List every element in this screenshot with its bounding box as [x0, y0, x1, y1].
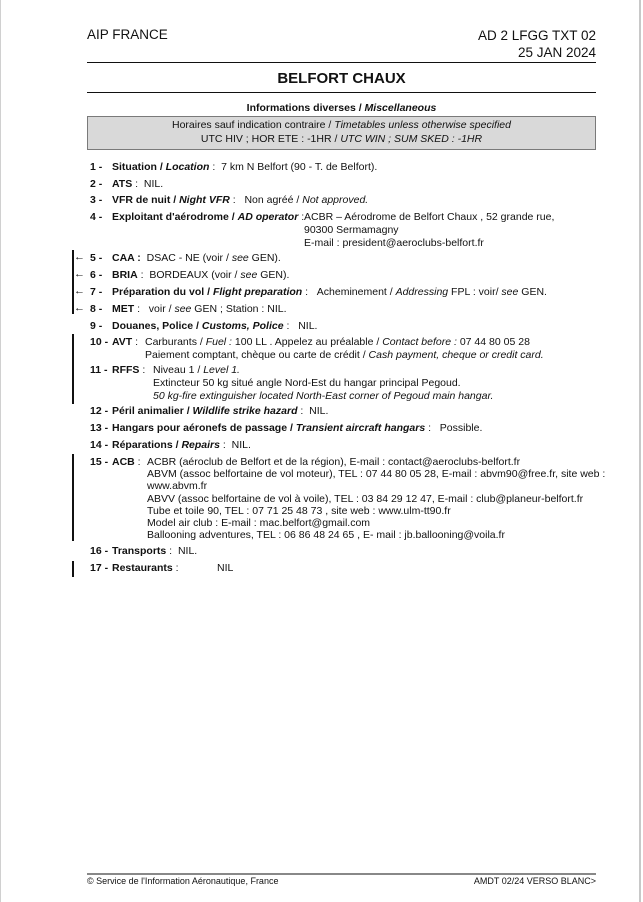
note-en: Timetables unless otherwise specified — [334, 119, 511, 131]
page-right-edge — [639, 0, 641, 902]
separator: : — [134, 456, 141, 468]
item-value-mid: FPL : voir/ — [448, 286, 502, 298]
item-value: Possible. — [439, 422, 483, 434]
item-label-en: Night VFR — [179, 194, 230, 206]
item-value: DSAC - NE (voir / — [146, 252, 232, 264]
separator: : — [134, 303, 141, 315]
operator-address — [304, 211, 554, 250]
item-bria — [90, 269, 289, 282]
item-value: NIL. — [177, 545, 198, 557]
item-value: NIL. — [309, 405, 329, 417]
item-label: Hangars pour aéronefs de passage / — [112, 422, 296, 434]
change-arrow-icon: ← — [74, 285, 85, 297]
text-en: Contact before : — [382, 336, 457, 348]
text-en: Level 1. — [203, 364, 240, 376]
acb-entry: ACBR (aéroclub de Belfort et de la région), E-mail : contact@aeroclubs-belfort.fr — [147, 456, 521, 468]
item-number: 11 - — [90, 364, 108, 376]
item-rffs — [90, 364, 145, 377]
item-number: 4 - — [90, 211, 103, 223]
item-value-end: GEN). — [248, 252, 281, 264]
publication-name: AIP FRANCE — [87, 27, 168, 42]
item-value: NIL. — [231, 439, 251, 451]
acb-list — [147, 456, 605, 541]
item-wildlife-hazard — [90, 405, 328, 418]
item-label: MET — [112, 303, 135, 315]
separator: : — [425, 422, 432, 434]
timetable-note — [87, 116, 596, 150]
text-en: Fuel : — [205, 336, 232, 348]
item-caa — [90, 252, 281, 265]
item-label: Restaurants — [112, 562, 173, 574]
item-transient-hangars — [90, 422, 482, 435]
acb-entry: Model air club : E-mail : mac.belfort@gmail.com — [147, 517, 371, 530]
acb-entry: Tube et toile 90, TEL : 07 71 25 48 73 , site web : www.ulm-tt90.fr — [147, 504, 451, 517]
item-customs-police — [90, 320, 317, 333]
page-title: BELFORT CHAUX — [277, 70, 406, 87]
item-night-vfr — [90, 194, 368, 207]
item-label: AVT — [112, 336, 133, 348]
item-label: VFR de nuit / — [112, 194, 180, 206]
item-label: RFFS — [112, 364, 140, 376]
item-transports — [90, 545, 197, 558]
item-value-end: GEN). — [257, 269, 290, 281]
separator: : — [297, 405, 304, 417]
item-label: Douanes, Police / — [112, 320, 202, 332]
item-label: ACB — [112, 456, 135, 468]
timetable-note-line2 — [88, 133, 595, 147]
acb-entry: Ballooning adventures, TEL : 06 86 48 24 65 , E- mail : jb.ballooning@voila.fr — [147, 529, 505, 542]
title-rule — [87, 92, 596, 93]
section-title — [87, 102, 596, 114]
text-fr: Carburants / — [145, 336, 206, 348]
item-number: 17 - — [90, 562, 109, 574]
footer-amendment: AMDT 02/24 VERSO BLANC> — [473, 876, 596, 886]
item-number: 14 - — [90, 439, 109, 451]
separator: : — [166, 545, 173, 557]
change-arrow-icon: ← — [74, 302, 85, 314]
item-avt — [90, 336, 138, 349]
item-number: 8 - — [90, 303, 103, 315]
item-value-en: see — [231, 252, 249, 264]
item-label-en: AD operator — [237, 211, 299, 223]
acb-entry: ABVM (assoc belfortaine de vol moteur), TEL : 07 44 80 05 28, E-mail : abvm90@free.fr, site web : — [147, 468, 606, 481]
note-en: UTC WIN ; SUM SKED : -1HR — [340, 132, 483, 145]
item-number: 6 - — [90, 269, 103, 281]
item-number: 3 - — [90, 194, 103, 206]
item-number: 16 - — [90, 545, 109, 557]
item-value: NIL. — [298, 320, 318, 332]
page-left-edge — [0, 0, 1, 902]
item-value-en: see — [240, 269, 258, 281]
item-location — [90, 161, 377, 174]
item-acb — [90, 456, 141, 469]
item-number: 15 - — [90, 456, 109, 468]
change-arrow-icon: ← — [74, 251, 85, 263]
operator-email: E-mail : president@aeroclubs-belfort.fr — [304, 237, 484, 249]
item-met — [90, 303, 287, 316]
item-label-en: Transient aircraft hangars — [295, 422, 426, 434]
change-bar — [72, 454, 74, 541]
item-label: BRIA — [112, 269, 138, 281]
separator: : — [302, 286, 309, 298]
item-value: Acheminement / — [316, 286, 396, 298]
header-rule — [87, 62, 596, 63]
timetable-note-line1 — [88, 119, 595, 133]
section-title-en: Miscellaneous — [364, 102, 437, 114]
separator: : — [209, 161, 216, 173]
separator: : — [137, 269, 144, 281]
effective-date: 25 JAN 2024 — [517, 45, 596, 60]
item-ad-operator — [90, 211, 304, 224]
item-label: CAA : — [112, 252, 141, 264]
item-value-en: Addressing — [395, 286, 449, 298]
avt-fuel-line — [145, 336, 544, 349]
item-label: ATS — [112, 178, 133, 190]
footer-copyright: © Service de l'Information Aéronautique, France — [87, 876, 279, 886]
separator: : — [132, 336, 139, 348]
separator: : — [298, 211, 305, 223]
avt-details — [145, 336, 544, 362]
item-label: Situation / — [112, 161, 166, 173]
item-label: Préparation du vol / — [112, 286, 213, 298]
rffs-level — [153, 364, 493, 377]
item-label-en: Customs, Police — [201, 320, 284, 332]
item-label-en: Repairs — [181, 439, 220, 451]
separator: : — [283, 320, 290, 332]
text-fr: Niveau 1 / — [153, 364, 204, 376]
note-fr: Horaires sauf indication contraire / — [172, 119, 335, 131]
item-label: Exploitant d'aérodrome / — [112, 211, 238, 223]
separator: : — [172, 562, 179, 574]
item-number: 9 - — [90, 320, 103, 332]
text-fr: Paiement comptant, chèque ou carte de crédit / — [145, 349, 369, 361]
item-value: BORDEAUX (voir / — [149, 269, 241, 281]
item-value: voir / — [148, 303, 175, 315]
item-value-en: see — [174, 303, 192, 315]
document-reference — [478, 27, 596, 61]
section-title-fr: Informations diverses / — [246, 102, 365, 114]
footer-rule — [87, 873, 596, 875]
rffs-extinguisher-en: 50 kg-fire extinguisher located North-East corner of Pegoud main hangar. — [153, 390, 494, 402]
item-label: Transports — [112, 545, 167, 557]
item-value-en: see — [501, 286, 519, 298]
item-number: 13 - — [90, 422, 109, 434]
item-restaurants — [90, 562, 179, 575]
rffs-extinguisher-fr: Extincteur 50 kg situé angle Nord-Est du hangar principal Pegoud. — [153, 377, 461, 389]
item-value-en: Not approved. — [302, 194, 369, 206]
separator: : — [132, 178, 139, 190]
phone-number: 07 44 80 05 28 — [456, 336, 530, 348]
item-flight-preparation — [90, 286, 547, 299]
item-value: 7 km N Belfort (90 - T. de Belfort). — [221, 161, 378, 173]
separator: : — [139, 364, 146, 376]
item-number: 5 - — [90, 252, 103, 264]
note-fr: UTC HIV ; HOR ETE : -1HR / — [200, 132, 341, 145]
acb-entry: www.abvm.fr — [147, 480, 208, 493]
item-value: NIL. — [143, 178, 164, 190]
separator: : — [219, 439, 226, 451]
item-value-end: GEN. — [518, 286, 547, 298]
item-repairs — [90, 439, 251, 452]
item-label: Péril animalier / — [112, 405, 193, 417]
item-number: 12 - — [90, 405, 109, 417]
restaurants-value: NIL — [217, 562, 234, 574]
item-label-en: Flight preparation — [212, 286, 303, 298]
item-number: 10 - — [90, 336, 109, 348]
text-en: Cash payment, cheque or credit card. — [368, 349, 544, 361]
item-value: Non agréé / — [244, 194, 303, 206]
item-ats — [90, 178, 163, 191]
item-number: 2 - — [90, 178, 103, 190]
item-number: 7 - — [90, 286, 103, 298]
item-label-en: Location — [165, 161, 210, 173]
change-bar — [72, 561, 74, 577]
operator-line: 90300 Sermamagny — [304, 224, 399, 236]
text-fr: 100 LL . Appelez au préalable / — [231, 336, 383, 348]
item-label-en: Wildlife strike hazard — [192, 405, 298, 417]
operator-line: ACBR – Aérodrome de Belfort Chaux , 52 grande rue, — [304, 211, 555, 223]
avt-payment-line — [145, 349, 544, 362]
page-reference: AD 2 LFGG TXT 02 — [477, 28, 596, 43]
item-number: 1 - — [90, 161, 103, 173]
rffs-details — [153, 364, 493, 403]
change-bar — [72, 334, 74, 404]
item-value-end: GEN ; Station : NIL. — [191, 303, 287, 315]
change-arrow-icon: ← — [74, 268, 85, 280]
separator: : — [229, 194, 236, 206]
item-label: Réparations / — [112, 439, 182, 451]
acb-entry: ABVV (assoc belfortaine de vol à voile), TEL : 03 84 29 12 47, E-mail : club@planeur-belfort.fr — [147, 492, 584, 505]
